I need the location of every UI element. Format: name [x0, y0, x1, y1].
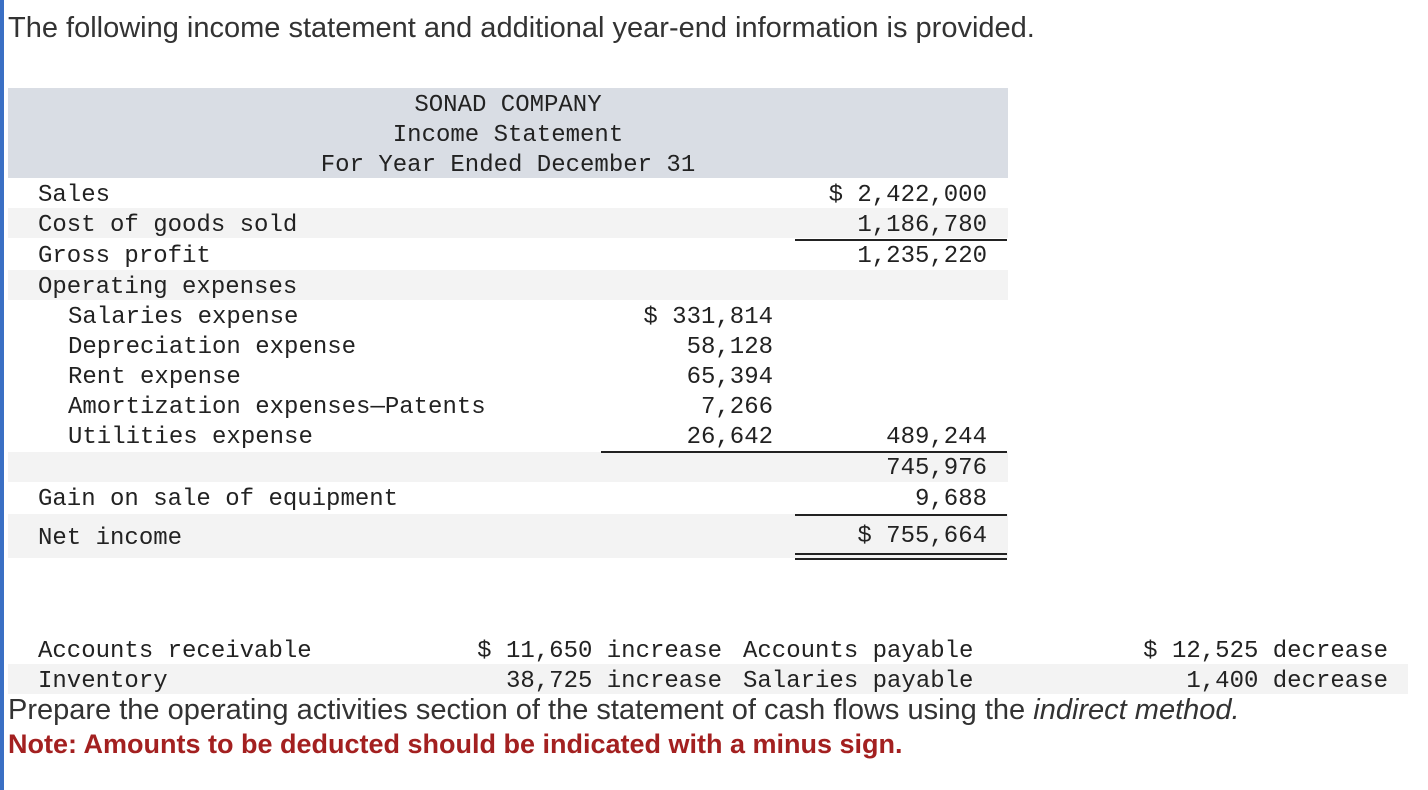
accounts-receivable-value: $ 11,650 increase: [477, 638, 722, 665]
statement-period: For Year Ended December 31: [320, 152, 696, 179]
opex-label: Operating expenses: [38, 274, 298, 301]
expense-value: 65,394: [686, 364, 773, 391]
rule-line: [601, 451, 795, 453]
salaries-payable-label: Salaries payable: [743, 668, 974, 695]
expense-value: $ 331,814: [643, 304, 773, 331]
gross-profit-label: Gross profit: [38, 243, 211, 270]
inventory-value: 38,725 increase: [505, 668, 722, 695]
instruction-main: Prepare the operating activities section of the statement of cash flows using the: [8, 694, 1034, 726]
expense-value: 7,266: [700, 394, 773, 421]
expense-value: 26,642: [686, 424, 773, 451]
gain-value: 9,688: [914, 486, 987, 513]
sales-label: Sales: [38, 182, 111, 209]
expense-label: Rent expense: [68, 364, 241, 391]
total-opex-value: 489,244: [886, 424, 987, 451]
net-income-label: Net income: [38, 525, 183, 552]
cogs-value: 1,186,780: [857, 212, 987, 239]
expense-value: 58,128: [686, 334, 773, 361]
expense-label: Amortization expenses—Patents: [68, 394, 486, 421]
accounts-payable-label: Accounts payable: [743, 638, 974, 665]
rule-line: [795, 514, 1007, 516]
statement-title: Income Statement: [392, 122, 624, 149]
note-text: Note: Amounts to be deducted should be indicated with a minus sign.: [8, 729, 903, 759]
gain-label: Gain on sale of equipment: [38, 486, 399, 513]
accounts-receivable-label: Accounts receivable: [38, 638, 312, 665]
inventory-label: Inventory: [38, 668, 168, 695]
cogs-label: Cost of goods sold: [38, 212, 298, 239]
expense-label: Salaries expense: [68, 304, 299, 331]
rule-line: [795, 451, 1007, 453]
net-income-value: $ 755,664: [857, 523, 987, 550]
operating-income-value: 745,976: [886, 455, 987, 482]
instruction-method: indirect method.: [1033, 694, 1240, 726]
instruction-text: [8, 694, 1240, 727]
accounts-payable-value: $ 12,525 decrease: [1143, 638, 1388, 665]
intro-text: The following income statement and additional year-end information is provided.: [8, 12, 1035, 44]
gross-profit-value: 1,235,220: [857, 243, 987, 270]
left-accent-bar: [0, 0, 4, 790]
company-name: SONAD COMPANY: [414, 92, 602, 119]
double-rule-line: [795, 553, 1007, 560]
rule-line: [795, 239, 1007, 241]
expense-label: Depreciation expense: [68, 334, 357, 361]
expense-label: Utilities expense: [68, 424, 313, 451]
salaries-payable-value: 1,400 decrease: [1186, 668, 1388, 695]
sales-value: $ 2,422,000: [828, 182, 987, 209]
